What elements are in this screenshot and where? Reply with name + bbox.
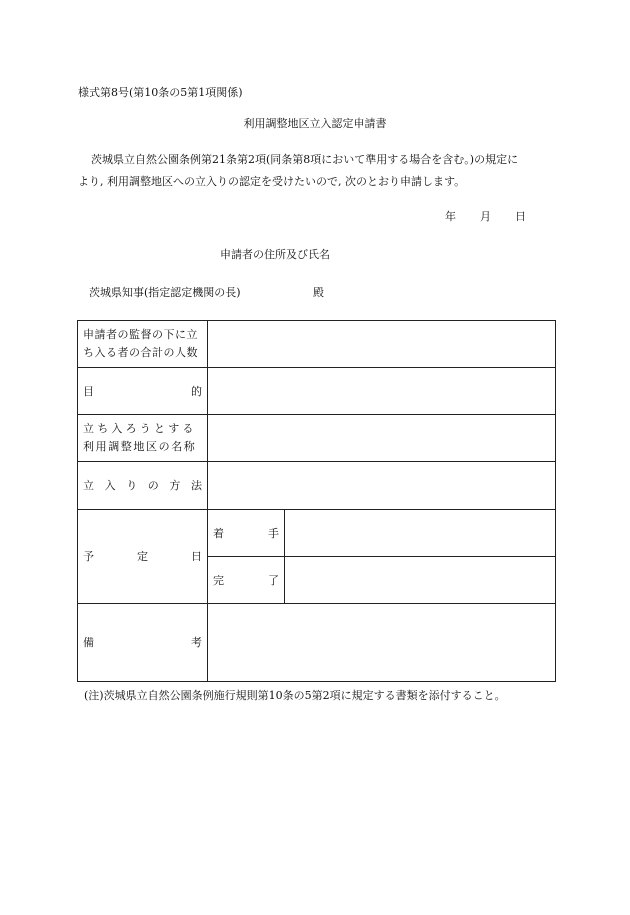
value-entry-method[interactable] xyxy=(208,462,556,509)
label-persons-count-line-2: ち入る者の合計の人数 xyxy=(83,346,198,360)
row-persons-count xyxy=(78,321,556,368)
label-entry-method-char: の xyxy=(147,479,159,493)
value-end-date[interactable] xyxy=(285,556,556,603)
label-end-char: 完 xyxy=(213,573,224,587)
label-start-char: 着 xyxy=(213,526,224,540)
label-purpose-char: 目 xyxy=(83,385,94,399)
label-purpose xyxy=(78,368,208,415)
label-area-name-line-2: 利用調整地区の名称 xyxy=(83,440,197,454)
application-table xyxy=(77,320,556,682)
label-entry-method-char: 法 xyxy=(190,479,202,493)
label-area-name xyxy=(78,415,208,462)
label-scheduled-date-char: 日 xyxy=(191,550,202,564)
label-start-char: 手 xyxy=(268,526,279,540)
label-start xyxy=(208,509,285,556)
date-year-label: 年 xyxy=(445,210,456,223)
label-scheduled-date-char: 予 xyxy=(83,550,94,564)
label-scheduled-date xyxy=(78,509,208,603)
label-remarks xyxy=(78,603,208,681)
label-remarks-char: 備 xyxy=(83,636,94,650)
label-entry-method-char: 立 xyxy=(83,479,94,493)
label-remarks-char: 考 xyxy=(191,636,202,650)
row-scheduled-start xyxy=(78,509,556,556)
date-month-label: 月 xyxy=(480,210,491,223)
row-remarks xyxy=(78,603,556,681)
date-day-label: 日 xyxy=(515,210,526,223)
body-text-line-1: 茨城県立自然公園条例第21条第2項(同条第8項において準用する場合を含む。)の規定に xyxy=(91,153,519,166)
label-entry-method-char: り xyxy=(126,479,138,493)
applicant-address-name-label: 申請者の住所及び氏名 xyxy=(220,248,330,261)
value-purpose[interactable] xyxy=(208,368,556,415)
label-purpose-char: 的 xyxy=(191,385,202,399)
label-scheduled-date-char: 定 xyxy=(137,550,148,564)
value-remarks[interactable] xyxy=(208,603,556,681)
value-area-name[interactable] xyxy=(208,415,556,462)
label-entry-method-char: 入 xyxy=(104,479,116,493)
row-purpose xyxy=(78,368,556,415)
label-entry-method-char: 方 xyxy=(169,479,181,493)
addressee: 茨城県知事(指定認定機関の長) xyxy=(89,286,241,299)
label-persons-count-line-1: 申請者の監督の下に立 xyxy=(83,328,198,342)
label-end-char: 了 xyxy=(268,573,279,587)
body-text-line-2: より, 利用調整地区への立入りの認定を受けたいので, 次のとおり申請します。 xyxy=(78,175,466,188)
label-entry-method xyxy=(78,462,208,509)
value-persons-count[interactable] xyxy=(208,321,556,368)
document-title: 利用調整地区立入認定申請書 xyxy=(243,117,387,130)
form-number: 様式第8号(第10条の5第1項関係) xyxy=(78,86,243,99)
label-area-name-line-1: 立ち入ろうとする xyxy=(83,422,197,436)
attachment-note: (注)茨城県立自然公園条例施行規則第10条の5第2項に規定する書類を添付すること。 xyxy=(84,689,506,702)
label-persons-count xyxy=(78,321,208,368)
row-area-name xyxy=(78,415,556,462)
label-end xyxy=(208,556,285,603)
row-entry-method xyxy=(78,462,556,509)
value-start-date[interactable] xyxy=(285,509,556,556)
addressee-honorific: 殿 xyxy=(313,286,324,299)
